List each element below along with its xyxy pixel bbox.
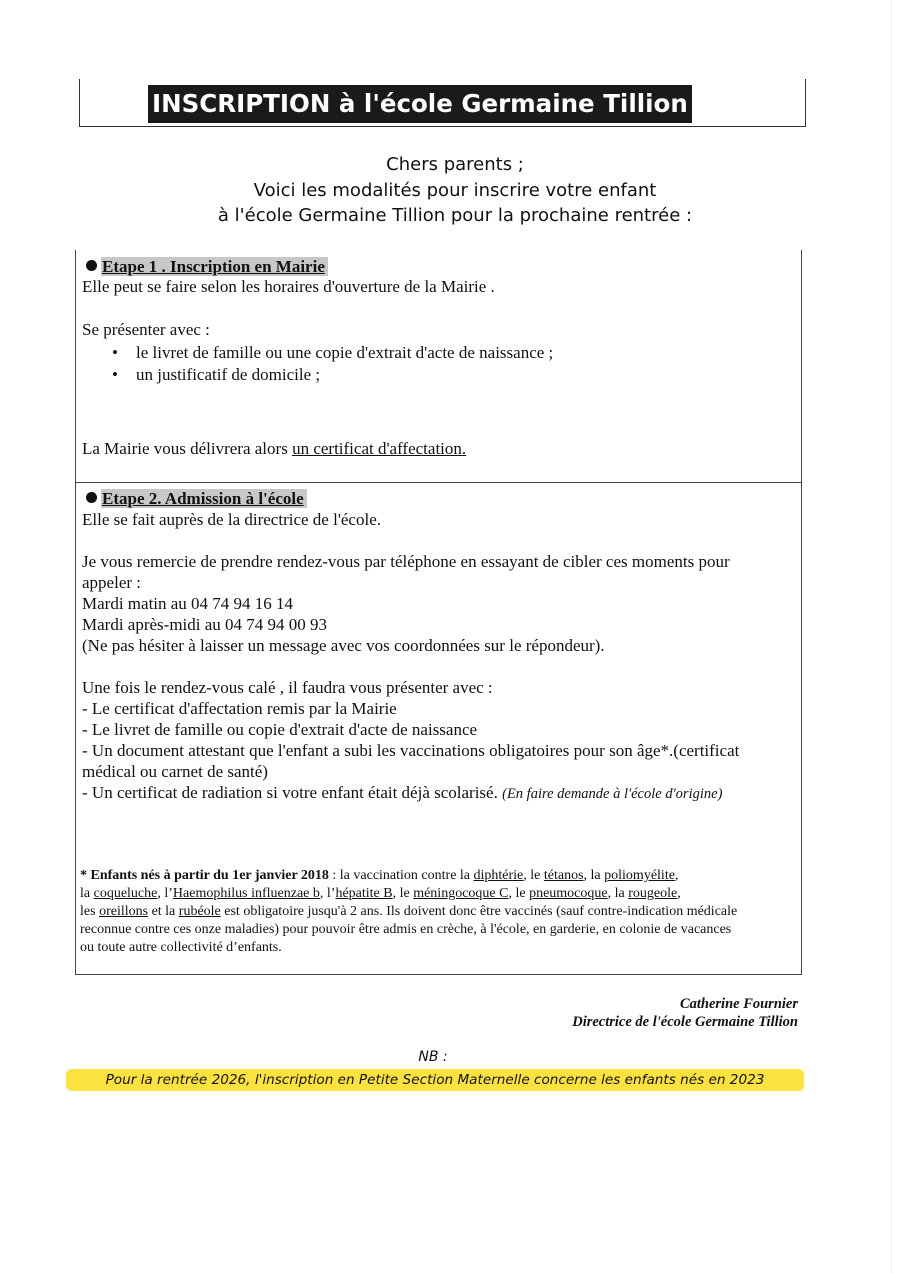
phone-tuesday-afternoon: Mardi après-midi au 04 74 94 00 93 [82, 615, 328, 634]
intro-line-2: Voici les modalités pour inscrire votre enfant [253, 179, 657, 201]
vaccination-footnote [80, 867, 795, 957]
doc-3: - Un document attestant que l'enfant a subi les vaccinations obligatoires pour son âge*.(certificat [82, 741, 740, 760]
step1-delivery: La Mairie vous délivrera alors un certificat d'affectation. [82, 439, 467, 458]
phone-note: (Ne pas hésiter à laisser un message avec vos coordonnées sur le répondeur). [82, 636, 605, 655]
bullet-icon: • [112, 343, 118, 362]
footnote-line-5: ou toute autre collectivité d’enfants. [80, 940, 282, 955]
doc-4: - Un certificat de radiation si votre enfant était déjà scolarisé. (En faire demande à l'école d'origine) [82, 783, 723, 802]
step2-line2: Je vous remercie de prendre rendez-vous par téléphone en essayant de cibler ces moments pour [82, 552, 730, 571]
intro-line-1: Chers parents ; [386, 154, 524, 175]
intro-line-3: à l'école Germaine Tillion pour la prochaine rentrée : [217, 205, 693, 226]
certificat-affectation: un certificat d'affectation. [292, 439, 467, 458]
footnote-line-1: * Enfants nés à partir du 1er janvier 2018 : la vaccination contre la diphtérie, le tétanos, la poliomyélite, [80, 868, 679, 883]
bullet-icon: • [112, 365, 118, 384]
doc-1: - Le certificat d'affectation remis par la Mairie [82, 699, 397, 718]
step1-bullet-1: • le livret de famille ou une copie d'extrait d'acte de naissance ; [112, 343, 554, 362]
signature-name: Catherine Fournier [679, 996, 798, 1012]
docs-intro: Une fois le rendez-vous calé , il faudra vous présenter avec : [82, 678, 493, 697]
intro [0, 152, 900, 229]
footnote-line-3: les oreillons et la rubéole est obligatoire jusqu'à 2 ans. Ils doivent donc être vaccinés (sauf contre-indication médicale [80, 904, 738, 919]
step1-line2: Se présenter avec : [82, 320, 210, 339]
nb-label: NB : [418, 1049, 448, 1065]
doc-3-continued: médical ou carnet de santé) [82, 762, 268, 781]
doc-2: - Le livret de famille ou copie d'extrait d'acte de naissance [82, 720, 478, 739]
signature-role: Directrice de l'école Germaine Tillion [572, 1014, 798, 1030]
step1-heading: Etape 1 . Inscription en Mairie [86, 256, 328, 277]
doc-4-note: (En faire demande à l'école d'origine) [502, 786, 723, 802]
bullet-dot-icon [86, 260, 97, 271]
step2-line3: appeler : [82, 573, 141, 592]
phone-tuesday-morning: Mardi matin au 04 74 94 16 14 [82, 594, 294, 613]
step2-line1: Elle se fait auprès de la directrice de l'école. [82, 510, 381, 529]
footnote-line-2: la coqueluche, l’Haemophilus influenzae b, l’hépatite B, le méningocoque C, le pneumocoque, la rougeole, [80, 886, 681, 901]
footnote-line-4: reconnue contre ces onze maladies) pour pouvoir être admis en crèche, à l'école, en garderie, en colonie de vacances [80, 922, 732, 937]
step1-line1: Elle peut se faire selon les horaires d'ouverture de la Mairie . [82, 277, 495, 296]
step1-bullet-2: • un justificatif de domicile ; [112, 365, 321, 384]
page-title: INSCRIPTION à l'école Germaine Tillion [148, 85, 692, 123]
bullet-dot-icon [86, 492, 97, 503]
step2-heading: Etape 2. Admission à l'école [86, 488, 307, 509]
nb-highlight: Pour la rentrée 2026, l'inscription en Petite Section Maternelle concerne les enfants nés en 2023 [66, 1069, 804, 1091]
